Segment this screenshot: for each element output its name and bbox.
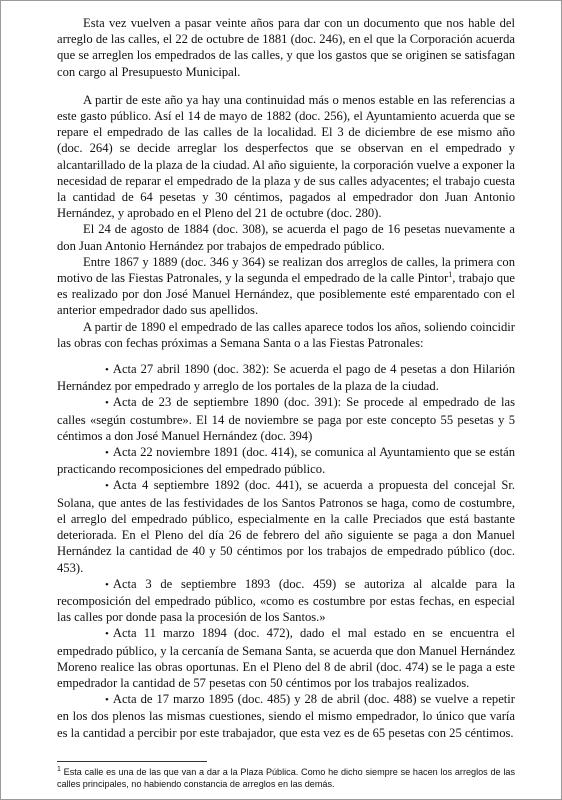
footnote-marker: 1 <box>57 765 61 773</box>
bullet-icon: • <box>105 397 109 410</box>
list-item-text: Acta de 23 de septiembre 1890 (doc. 391): Se procede al empedrado de las calles «según costumbre». El 14 de noviembre se paga por este concepto 55 pesetas y 5 céntimos a don José Manuel Hernández (doc. 394) <box>57 395 515 443</box>
paragraph-4-text-before: Entre 1867 y 1889 (doc. 346 y 364) se realizan dos arreglos de calles, la primera con motivo de las Fiestas Patronales, y la segunda el empedrado de la calle Pintor <box>57 254 515 286</box>
list-item-text: Acta 4 septiembre 1892 (doc. 441), se acuerda a propuesta del concejal Sr. Solana, que antes de las festividades de los Santos Patronos se haga, como de costumbre, el arreglo del empedrado público, especialmente en la calle Preciados que está bastante deteriorada. En el Pleno del día 26 de febrero del año siguiente se paga a don Manuel Hernández la cantidad de 40 y 50 céntimos por los trabajos de empedrado público (doc. 453). <box>57 478 515 575</box>
list-item <box>57 477 515 575</box>
paragraph-4-text-after: , trabajo que es realizado por don José Manuel Hernández, que posiblemente esté emparentado con el anterior empedrador dado sus apellidos. <box>57 271 515 318</box>
footnote <box>57 766 515 790</box>
bullet-icon: • <box>105 694 109 707</box>
paragraph-4 <box>57 254 515 319</box>
footnote-divider <box>57 761 207 762</box>
paragraph-3: El 24 de agosto de 1884 (doc. 308), se acuerda el pago de 16 pesetas nuevamente a don Juan Antonio Hernández por trabajos de empedrado público. <box>57 222 515 253</box>
bullet-icon: • <box>105 628 109 641</box>
list-item-text: Acta de 17 marzo 1895 (doc. 485) y 28 de abril (doc. 488) se vuelve a repetir en los dos plenos las mismas cuestiones, siendo el mismo empedrador, lo único que varía es la cantidad a percibir por este trabajador, que esta vez es de 65 pesetas con 25 céntimos. <box>57 692 515 740</box>
paragraph-5: A partir de 1890 el empedrado de las calles aparece todos los años, soliendo coincidir las obras con fechas próximas a Semana Santa o a las Fiestas Patronales: <box>57 319 515 350</box>
list-item <box>57 444 515 477</box>
list-item-text: Acta 27 abril 1890 (doc. 382): Se acuerda el pago de 4 pesetas a don Hilarión Hernández por empedrado y arreglo de los portales de la plaza de la ciudad. <box>57 362 515 394</box>
list-item-text: Acta 22 noviembre 1891 (doc. 414), se comunica al Ayuntamiento que se están practicando recomposiciones del empedrado público. <box>57 445 515 477</box>
list-item-text: Acta 11 marzo 1894 (doc. 472), dado el mal estado en se encuentra el empedrado público, y la cercanía de Semana Santa, se acuerda que don Manuel Hernández Moreno realice las obras oportunas. En el Pleno del 8 de abril (doc. 474) se le paga a este empedrador la cantidad de 57 pesetas con 50 céntimos por los trabajos realizados. <box>57 626 515 690</box>
paragraph-2: A partir de este año ya hay una continuidad más o menos estable en las referencias a este gasto público. Así el 14 de mayo de 1882 (doc. 256), el Ayuntamiento acuerda que se repare el empedrado de las calles de la localidad. El 3 de diciembre de ese mismo año (doc. 264) se decide arreglar los desperfectos que se observan en el empedrado y alcantarillado de la plaza de la ciudad. Al año siguiente, la corporación vuelve a exponer la necesidad de reparar el empedrado de la plaza y de sus calles adyacentes; el trabajo cuesta la cantidad de 64 pesetas y 30 céntimos, pagados al empedrador don Juan Antonio Hernández, y aprobado en el Pleno del 21 de octubre (doc. 280). <box>57 92 515 221</box>
bullet-icon: • <box>105 578 109 591</box>
list-item <box>57 394 515 444</box>
paragraph-1: Esta vez vuelven a pasar veinte años para dar con un documento que nos hable del arreglo de las calles, el 22 de octubre de 1881 (doc. 246), en el que la Corporación acuerda que se arreglen los empedrados de las calles, y que los gastos que se originen se satisfagan con cargo al Presupuesto Municipal. <box>57 16 515 79</box>
list-item <box>57 576 515 626</box>
list-item <box>57 691 515 741</box>
bullet-icon: • <box>105 364 109 377</box>
footnote-text: Esta calle es una de las que van a dar a la Plaza Pública. Como he dicho siempre se hacen los arreglos de las calles principales, no habiendo constancia de arreglos en las demás. <box>57 767 515 789</box>
footnote-reference: 1 <box>448 269 453 279</box>
bullet-icon: • <box>105 480 109 493</box>
bullet-icon: • <box>105 447 109 460</box>
list-item <box>57 361 515 394</box>
list-item <box>57 625 515 691</box>
list-item-text: Acta 3 de septiembre 1893 (doc. 459) se autoriza al alcalde para la recomposición del empedrado público, «como es costumbre por estas fechas, en especial las calles por donde pasa la procesión de los Santos.» <box>57 576 515 625</box>
